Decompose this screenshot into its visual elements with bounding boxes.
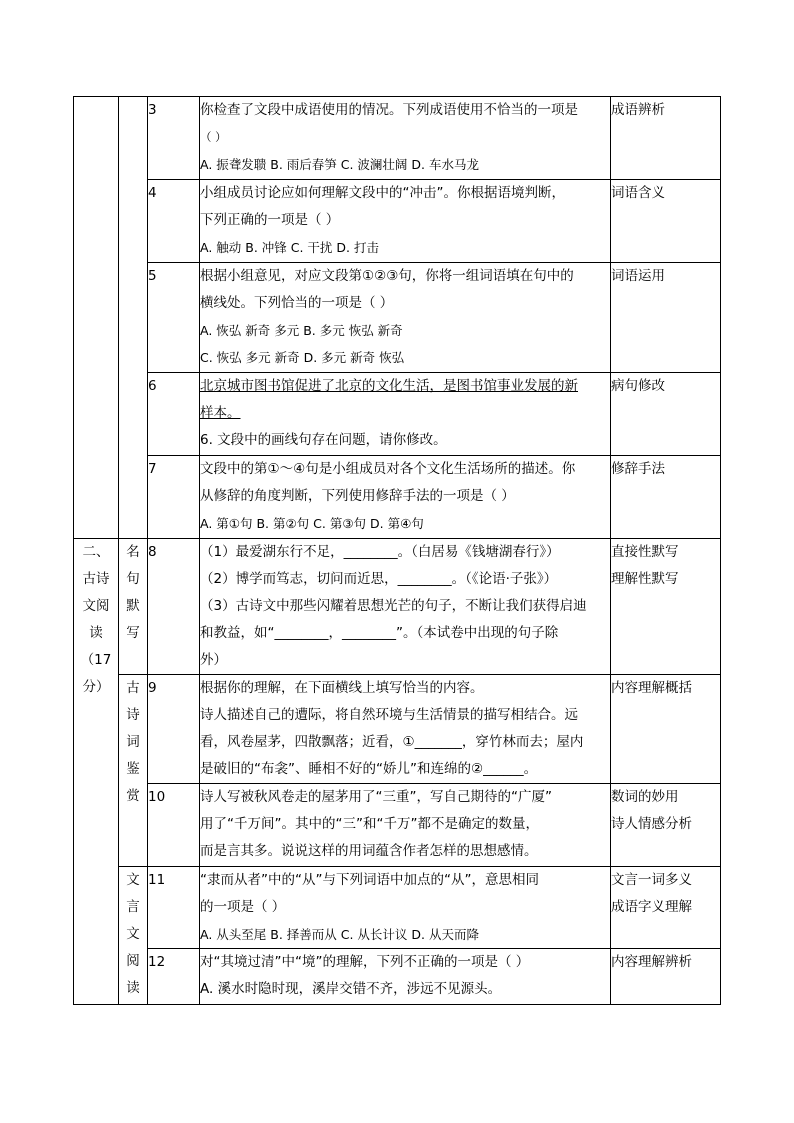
question-number: 11 bbox=[148, 867, 200, 949]
question-text: 诗人写被秋风卷走的屋茅用了“三重”，写自己期待的“广厦” 用了“千万间”。其中的“三”和“千万”都不是确定的数量， 而是言其多。说说这样的用词蕴含作者怎样的思想感情。 bbox=[200, 784, 611, 867]
table-row bbox=[74, 539, 721, 675]
table-row bbox=[74, 949, 721, 1005]
subsection-label-moxie: 名 句 默 写 bbox=[119, 539, 148, 675]
section-cell-empty bbox=[74, 97, 119, 539]
question-text: “隶而从者”中的“从”与下列词语中加点的“从”，意思相同 的一项是（ ） A. 从头至尾 B. 择善而从 C. 从长计议 D. 从天而降 bbox=[200, 867, 611, 949]
skill-tag: 词语运用 bbox=[611, 263, 721, 373]
subsection-cell-empty bbox=[119, 97, 148, 539]
skill-tag: 成语辨析 bbox=[611, 97, 721, 180]
table-row bbox=[74, 180, 721, 263]
question-number: 3 bbox=[148, 97, 200, 180]
question-text: 你检查了文段中成语使用的情况。下列成语使用不恰当的一项是 （ ） A. 振聋发聩 B. 雨后春笋 C. 波澜壮阔 D. 车水马龙 bbox=[200, 97, 611, 180]
question-table bbox=[73, 96, 721, 1005]
question-number: 12 bbox=[148, 949, 200, 1005]
table-row bbox=[74, 867, 721, 949]
question-number: 8 bbox=[148, 539, 200, 675]
question-text: 根据你的理解，在下面横线上填写恰当的内容。 诗人描述自己的遭际，将自然环境与生活情景的描写相结合。远 看，风卷屋茅，四散飘落；近看，①_______，穿竹林而去；屋内 是破旧的“布衾”、睡相不好的“娇儿”和连绵的②______。 bbox=[200, 675, 611, 784]
table-row bbox=[74, 263, 721, 373]
skill-tag: 文言一词多义 成语字义理解 bbox=[611, 867, 721, 949]
subsection-label-shici: 古 诗 词 鉴 赏 bbox=[119, 675, 148, 867]
section-label: 二、 古诗 文阅 读 （17 分） bbox=[74, 539, 119, 1005]
question-text: （1）最爱湖东行不足，________。（白居易《钱塘湖春行》） （2）博学而笃志，切问而近思，________。（《论语·子张》） （3）古诗文中那些闪耀着思想光芒的句子，不断让我们获得启迪 和教益，如“________，________”。（本试卷中出现的句子除 外） bbox=[200, 539, 611, 675]
question-text: 根据小组意见，对应文段第①②③句，你将一组词语填在句中的 横线处。下列恰当的一项是（ ） A. 恢弘 新奇 多元 B. 多元 恢弘 新奇 C. 恢弘 多元 新奇 D. 多元 新奇 恢弘 bbox=[200, 263, 611, 373]
question-text: 对“其境过清”中“境”的理解，下列不正确的一项是（ ） A. 溪水时隐时现，溪岸交错不齐，涉远不见源头。 bbox=[200, 949, 611, 1005]
table-row bbox=[74, 784, 721, 867]
question-number: 4 bbox=[148, 180, 200, 263]
question-number: 7 bbox=[148, 456, 200, 539]
subsection-label-wenyan: 文 言 文 阅 读 bbox=[119, 867, 148, 1005]
underlined-sentence: 北京城市图书馆促进了北京的文化生活，是图书馆事业发展的新 bbox=[200, 378, 578, 394]
table-row bbox=[74, 456, 721, 539]
table-row bbox=[74, 97, 721, 180]
table-row bbox=[74, 373, 721, 456]
skill-tag: 内容理解概括 bbox=[611, 675, 721, 784]
skill-tag: 直接性默写 理解性默写 bbox=[611, 539, 721, 675]
question-number: 9 bbox=[148, 675, 200, 784]
skill-tag: 病句修改 bbox=[611, 373, 721, 456]
skill-tag: 数词的妙用 诗人情感分析 bbox=[611, 784, 721, 867]
skill-tag: 词语含义 bbox=[611, 180, 721, 263]
skill-tag: 修辞手法 bbox=[611, 456, 721, 539]
question-text: 北京城市图书馆促进了北京的文化生活，是图书馆事业发展的新 样本。 6. 文段中的画线句存在问题，请你修改。 bbox=[200, 373, 611, 456]
question-text: 小组成员讨论应如何理解文段中的“冲击”。你根据语境判断， 下列正确的一项是（ ） A. 触动 B. 冲锋 C. 干扰 D. 打击 bbox=[200, 180, 611, 263]
underlined-sentence-end: 样本。 bbox=[200, 405, 241, 421]
question-number: 6 bbox=[148, 373, 200, 456]
question-number: 10 bbox=[148, 784, 200, 867]
question-text: 文段中的第①～④句是小组成员对各个文化生活场所的描述。你 从修辞的角度判断，下列使用修辞手法的一项是（ ） A. 第①句 B. 第②句 C. 第③句 D. 第④句 bbox=[200, 456, 611, 539]
question-number: 5 bbox=[148, 263, 200, 373]
skill-tag: 内容理解辨析 bbox=[611, 949, 721, 1005]
table-row bbox=[74, 675, 721, 784]
